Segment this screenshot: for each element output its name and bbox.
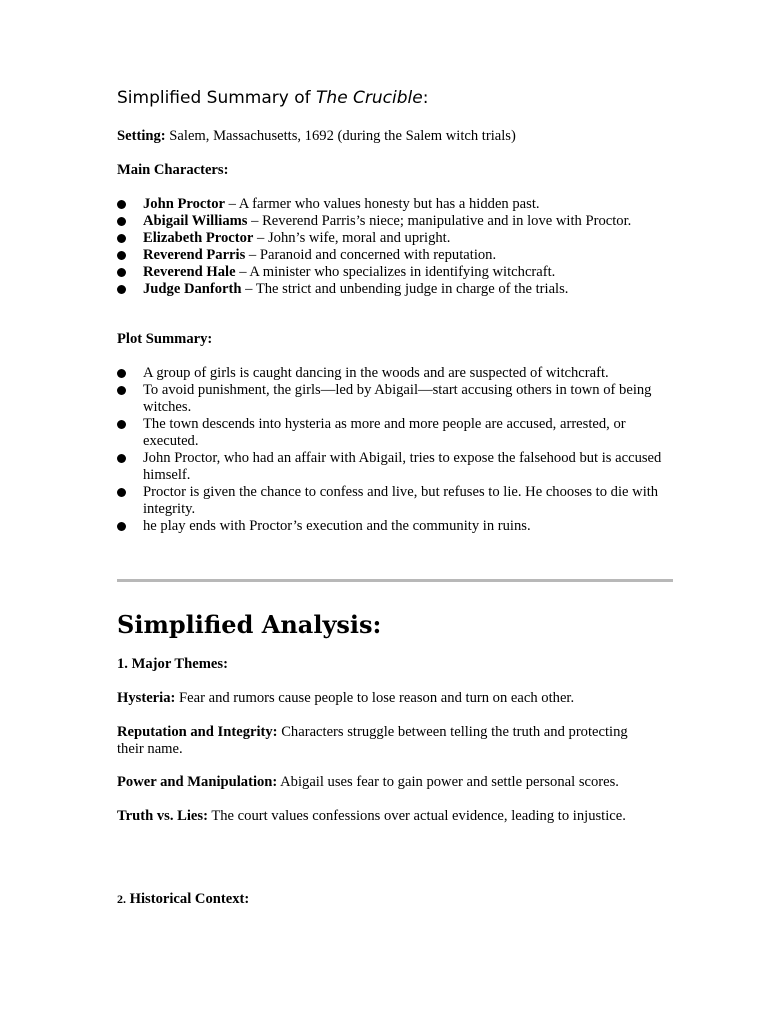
bullet-icon: [117, 522, 126, 531]
list-item: John Proctor – A farmer who values honesty but has a hidden past.: [117, 196, 662, 213]
list-item: Reverend Hale – A minister who specializes in identifying witchcraft.: [117, 264, 662, 281]
list-item: Reverend Parris – Paranoid and concerned with reputation.: [117, 247, 662, 264]
theme-hysteria: Hysteria: Fear and rumors cause people to lose reason and turn on each other.: [117, 690, 575, 706]
plot-summary-heading: Plot Summary:: [117, 331, 213, 347]
bullet-icon: [117, 386, 126, 395]
bullet-icon: [117, 420, 126, 429]
list-item: Proctor is given the chance to confess and live, but refuses to lie. He chooses to die with integrity.: [117, 484, 662, 518]
list-item: John Proctor, who had an affair with Abigail, tries to expose the falsehood but is accused himself.: [117, 450, 662, 484]
bullet-icon: [117, 200, 126, 209]
analysis-heading: Simplified Analysis:: [117, 610, 382, 639]
bullet-icon: [117, 369, 126, 378]
theme-truth: Truth vs. Lies: The court values confessions over actual evidence, leading to injustice.: [117, 808, 626, 824]
bullet-icon: [117, 488, 126, 497]
list-item: To avoid punishment, the girls—led by Abigail—start accusing others in town of being witches.: [117, 382, 662, 416]
list-item: Judge Danforth – The strict and unbending judge in charge of the trials.: [117, 281, 662, 298]
list-item: Abigail Williams – Reverend Parris’s niece; manipulative and in love with Proctor.: [117, 213, 662, 230]
list-item: A group of girls is caught dancing in the woods and are suspected of witchcraft.: [117, 365, 662, 382]
list-item: Elizabeth Proctor – John’s wife, moral and upright.: [117, 230, 662, 247]
major-themes-heading: 1. Major Themes:: [117, 656, 228, 672]
bullet-icon: [117, 285, 126, 294]
main-characters-heading: Main Characters:: [117, 162, 229, 178]
setting-label: Setting:: [117, 128, 166, 144]
plot-list: [117, 365, 662, 535]
list-item: The town descends into hysteria as more and more people are accused, arrested, or executed.: [117, 416, 662, 450]
bullet-icon: [117, 268, 126, 277]
bullet-icon: [117, 234, 126, 243]
list-item: he play ends with Proctor’s execution and the community in ruins.: [117, 518, 662, 535]
setting-paragraph: [117, 128, 657, 145]
setting-text: Salem, Massachusetts, 1692 (during the Salem witch trials): [165, 128, 516, 144]
horizontal-divider: [117, 579, 673, 582]
historical-context-heading: 2. Historical Context:: [117, 891, 250, 907]
bullet-icon: [117, 217, 126, 226]
theme-reputation: Reputation and Integrity: Characters struggle between telling the truth and protecting their name.: [117, 724, 628, 757]
bullet-icon: [117, 454, 126, 463]
document-title: Simplified Summary of The Crucible:: [117, 88, 429, 108]
theme-power: Power and Manipulation: Abigail uses fear to gain power and settle personal scores.: [117, 774, 619, 790]
character-list: [117, 196, 662, 298]
bullet-icon: [117, 251, 126, 260]
play-title: The Crucible: [316, 88, 423, 108]
